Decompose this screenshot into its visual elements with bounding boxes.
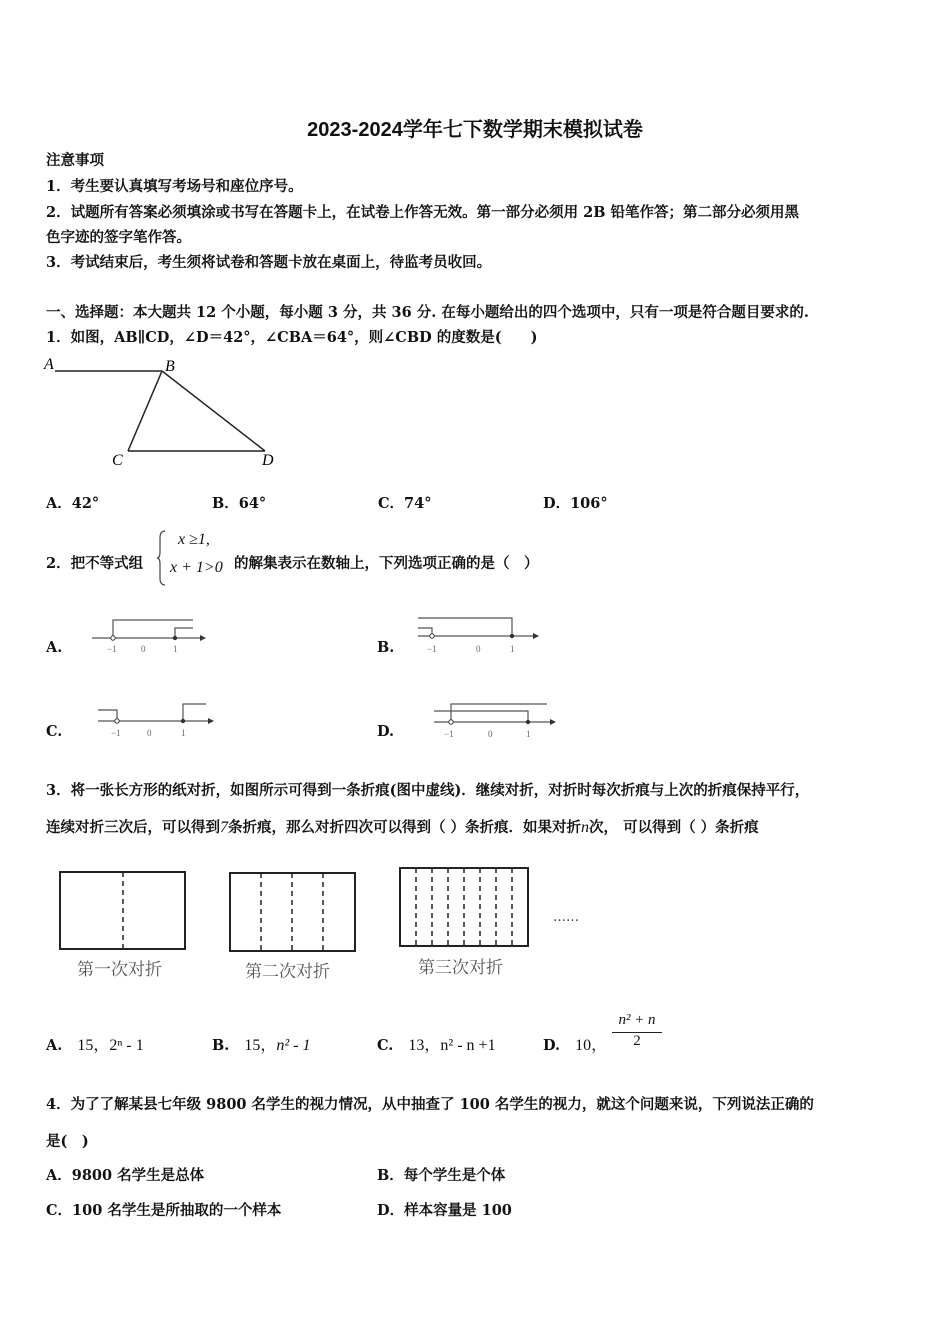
q3-number: 7 (220, 819, 228, 836)
number-line-c (96, 700, 226, 745)
option-value: 13， (408, 1037, 441, 1054)
notice-item: 3．考试结束后，考生须将试卷和答题卡放在桌面上，待监考员收回。 (46, 254, 492, 271)
option-value: 10， (575, 1037, 608, 1054)
option-label: A. (46, 1037, 63, 1054)
fold-figures (55, 865, 579, 985)
tick-label: −1 (107, 644, 117, 654)
point-label: B (165, 358, 175, 375)
tick-label: 1 (181, 728, 186, 738)
point-label: D (262, 452, 274, 469)
fold-caption: 第一次对折 (77, 960, 162, 980)
q3-line2 (46, 819, 759, 837)
q4-option-b: B．每个学生是个体 (377, 1167, 506, 1184)
notice-item: 2．试题所有答案必须填涂或书写在答题卡上，在试卷上作答无效。第一部分必须用 2B 铅笔作答；第二部分必须用黑 (46, 204, 800, 221)
q3-text: 连续对折三次后，可以得到 (46, 819, 220, 836)
tick-label: −1 (111, 728, 121, 738)
q2-option-a: A. (46, 639, 63, 656)
number-line-b (415, 610, 545, 655)
q3-option-d (543, 1037, 607, 1055)
q3-text: 次， 可以得到（ ）条折痕 (589, 819, 759, 836)
notice-heading: 注意事项 (46, 152, 104, 169)
numerator: n² + n (612, 1012, 662, 1033)
option-value: 15， (77, 1037, 110, 1054)
tick-label: −1 (444, 729, 454, 739)
fraction (612, 1012, 662, 1050)
option-value: 15， (244, 1037, 277, 1054)
q4-line1: 4．为了了解某县七年级 9800 名学生的视力情况，从中抽查了 100 名学生的视力，就这个问题来说，下列说法正确的 (46, 1096, 814, 1113)
fold-caption: 第三次对折 (418, 958, 503, 978)
q4-option-c: C．100 名学生是所抽取的一个样本 (46, 1202, 282, 1219)
tick-label: 1 (173, 644, 178, 654)
tick-label: −1 (427, 644, 437, 654)
tick-label: 1 (510, 644, 515, 654)
point-label: C (112, 452, 123, 469)
q3-text: 条折痕，那么对折四次可以得到（ ）条折痕．如果对折 (228, 819, 582, 836)
tick-label: 0 (488, 729, 493, 739)
q1-option-b: B．64° (212, 495, 267, 512)
tick-label: 0 (476, 644, 481, 654)
q3-line1: 3．将一张长方形的纸对折，如图所示可得到一条折痕(图中虚线)．继续对折，对折时每次折痕与上次的折痕保持平行， (46, 782, 810, 799)
option-expr: n² - n +1 (440, 1037, 496, 1054)
section-heading: 一、选择题：本大题共 12 个小题，每小题 3 分，共 36 分. 在每小题给出的四个选项中，只有一项是符合题目要求的. (46, 304, 809, 321)
notice-item: 1．考生要认真填写考场号和座位序号。 (46, 178, 303, 195)
q1-figure (40, 355, 290, 470)
q3-option-c (377, 1037, 496, 1055)
q1-option-d: D．106° (543, 495, 608, 512)
q2-stem-post: 的解集表示在数轴上，下列选项正确的是（ ） (234, 555, 539, 572)
point-label: A (44, 356, 54, 373)
brace-icon (156, 530, 166, 586)
system-line: x ≥1, (178, 531, 210, 548)
q1-option-c: C．74° (378, 495, 432, 512)
option-expr: 2ⁿ - 1 (109, 1037, 144, 1054)
option-label: C. (377, 1037, 394, 1054)
q4-option-d: D．样本容量是 100 (377, 1202, 512, 1219)
number-line-a (88, 610, 218, 655)
number-line-d (432, 700, 562, 745)
option-label: D. (543, 1037, 561, 1054)
q2-option-d: D. (377, 723, 395, 740)
q2-stem-pre: 2．把不等式组 (46, 555, 144, 572)
ellipsis: …… (553, 910, 579, 925)
option-expr: n² - 1 (276, 1037, 311, 1054)
fold-caption: 第二次对折 (245, 962, 330, 982)
denominator: 2 (633, 1033, 641, 1049)
q3-option-b (212, 1037, 311, 1055)
tick-label: 0 (147, 728, 152, 738)
tick-label: 1 (526, 729, 531, 739)
q3-option-a (46, 1037, 144, 1055)
q2-option-c: C. (46, 723, 63, 740)
q1-option-a: A．42° (46, 495, 100, 512)
q2-option-b: B. (377, 639, 395, 656)
tick-label: 0 (141, 644, 146, 654)
page-title: 2023-2024学年七下数学期末模拟试卷 (307, 119, 643, 141)
q4-line2: 是( ) (46, 1133, 89, 1150)
notice-item: 色字迹的签字笔作答。 (46, 229, 191, 246)
q4-option-a: A．9800 名学生是总体 (46, 1167, 205, 1184)
option-label: B. (212, 1037, 230, 1054)
system-line: x + 1>0 (170, 559, 223, 576)
q3-variable: n (581, 819, 590, 836)
q1-stem: 1．如图，AB∥CD，∠D＝42°，∠CBA＝64°，则∠CBD 的度数是( ) (46, 329, 538, 346)
